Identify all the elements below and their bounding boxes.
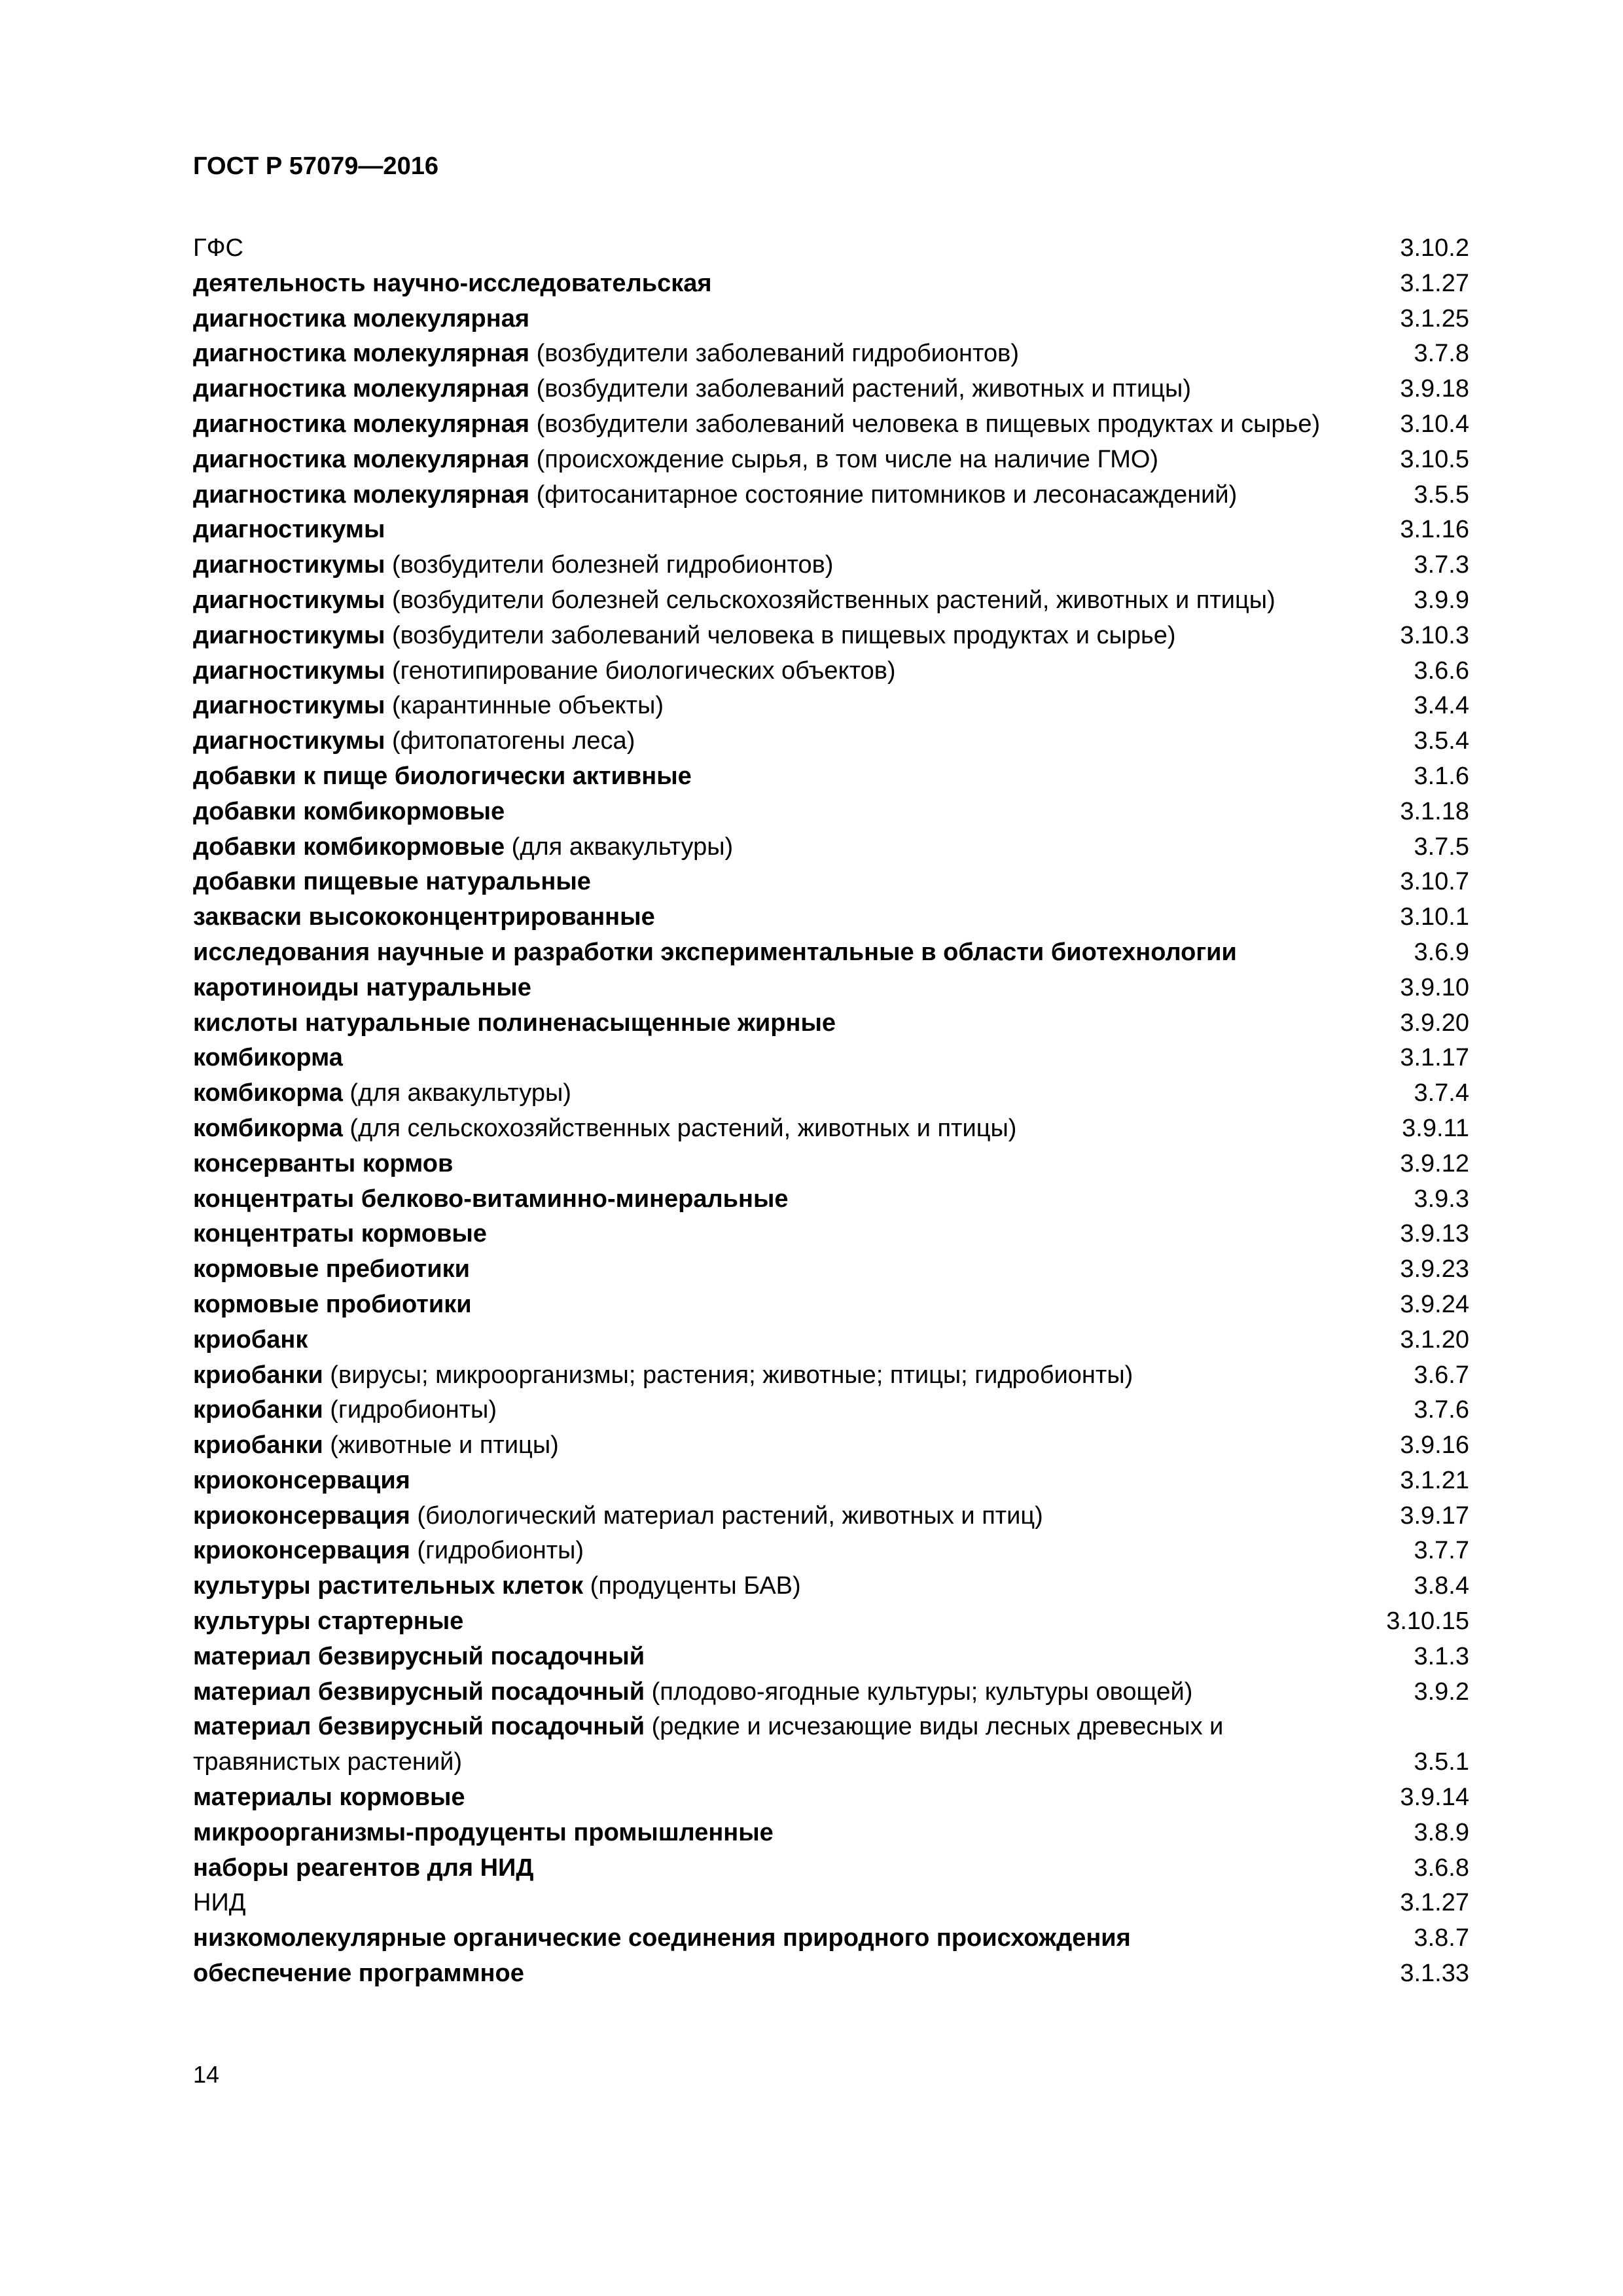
entry-term: закваски высококонцентрированные xyxy=(193,903,655,931)
entry-text xyxy=(193,231,243,266)
index-entry xyxy=(193,336,1469,372)
entry-term: кислоты натуральные полиненасыщенные жирные xyxy=(193,1009,836,1037)
index-entry xyxy=(193,548,1469,583)
entry-text xyxy=(193,1780,465,1816)
entry-text xyxy=(193,478,1237,513)
entry-text xyxy=(193,266,712,302)
entry-text xyxy=(193,1076,571,1111)
entry-text xyxy=(193,442,1158,478)
index-entry xyxy=(193,1886,1469,1921)
entry-text xyxy=(193,372,1191,407)
entry-qualifier: (возбудители болезней сельскохозяйственных растений, животных и птицы) xyxy=(385,586,1275,614)
entry-reference: 3.9.14 xyxy=(1400,1784,1469,1812)
index-entry xyxy=(193,1006,1469,1041)
index-entry xyxy=(193,689,1469,724)
entry-reference: 3.9.3 xyxy=(1414,1185,1469,1213)
entry-term: обеспечение программное xyxy=(193,1960,524,1988)
entry-term: диагностика молекулярная xyxy=(193,445,530,473)
entry-text xyxy=(193,971,531,1006)
entry-term: диагностика молекулярная xyxy=(193,340,530,368)
entry-reference: 3.7.8 xyxy=(1414,340,1469,368)
entry-text xyxy=(193,900,655,935)
entry-term: криоконсервация xyxy=(193,1501,410,1530)
entry-reference: 3.1.25 xyxy=(1400,304,1469,332)
entry-term: криоконсервация xyxy=(193,1466,410,1494)
entry-reference: 3.5.5 xyxy=(1414,480,1469,509)
entry-term: комбикорма xyxy=(193,1079,343,1107)
index-entry xyxy=(193,231,1469,266)
entry-reference: 3.7.4 xyxy=(1414,1079,1469,1107)
index-entry xyxy=(193,1816,1469,1851)
entry-reference: 3.1.16 xyxy=(1400,516,1469,544)
entry-qualifier: (карантинные объекты) xyxy=(385,692,664,720)
entry-text xyxy=(193,1604,463,1640)
entry-qualifier: (продуценты БАВ) xyxy=(583,1572,801,1600)
index-entry xyxy=(193,1182,1469,1217)
index-entry xyxy=(193,1851,1469,1886)
entry-text xyxy=(193,583,1275,619)
entry-text xyxy=(193,1816,774,1851)
entry-text xyxy=(193,1851,533,1886)
entry-text xyxy=(193,1710,1345,1780)
entry-text xyxy=(193,1886,246,1921)
entry-text xyxy=(193,830,733,865)
index-entry xyxy=(193,1393,1469,1428)
entry-term: материалы кормовые xyxy=(193,1784,465,1812)
index-entry xyxy=(193,795,1469,830)
index-entry xyxy=(193,1111,1469,1147)
index-entry xyxy=(193,1569,1469,1604)
entry-reference: 3.9.13 xyxy=(1400,1220,1469,1248)
entry-term: материал безвирусный посадочный xyxy=(193,1713,645,1741)
index-entry xyxy=(193,1780,1469,1816)
entry-term: диагностика молекулярная xyxy=(193,480,530,509)
entry-text xyxy=(193,689,664,724)
index-entry xyxy=(193,478,1469,513)
entry-term: криоконсервация xyxy=(193,1537,410,1565)
entry-term: добавки к пище биологически активные xyxy=(193,762,692,790)
entry-term: диагностикумы xyxy=(193,692,385,720)
entry-qualifier: (для аквакультуры) xyxy=(505,833,734,861)
entry-text xyxy=(193,1041,343,1076)
entry-reference: 3.6.9 xyxy=(1414,938,1469,966)
entry-reference: 3.1.33 xyxy=(1400,1960,1469,1988)
entry-qualifier: (возбудители заболеваний человека в пищевых продуктах и сырье) xyxy=(529,410,1321,438)
entry-qualifier: (возбудители болезней гидробионтов) xyxy=(385,551,834,579)
entry-term: материал безвирусный посадочный xyxy=(193,1677,645,1706)
entry-text xyxy=(193,1675,1192,1710)
entry-reference: 3.1.21 xyxy=(1400,1466,1469,1494)
entry-reference: 3.1.17 xyxy=(1400,1044,1469,1072)
entry-reference: 3.6.6 xyxy=(1414,656,1469,685)
entry-reference: 3.7.7 xyxy=(1414,1537,1469,1565)
index-entry xyxy=(193,935,1469,971)
entry-term: микроорганизмы-продуценты промышленные xyxy=(193,1818,774,1846)
entry-reference: 3.9.12 xyxy=(1400,1149,1469,1177)
entry-qualifier: (вирусы; микроорганизмы; растения; животные; птицы; гидробионты) xyxy=(323,1361,1133,1389)
entry-term: кормовые пребиотики xyxy=(193,1255,471,1283)
entry-text xyxy=(193,795,505,830)
index-entry xyxy=(193,1956,1469,1992)
entry-qualifier: (гидробионты) xyxy=(410,1537,584,1565)
entry-reference: 3.9.10 xyxy=(1400,973,1469,1001)
entry-reference: 3.7.5 xyxy=(1414,833,1469,861)
entry-text xyxy=(193,1956,524,1992)
index-entry xyxy=(193,1428,1469,1463)
entry-qualifier: НИД xyxy=(193,1889,246,1917)
entry-reference: 3.9.23 xyxy=(1400,1255,1469,1283)
entry-text xyxy=(193,1569,801,1604)
index-entry xyxy=(193,512,1469,548)
entry-term: комбикорма xyxy=(193,1114,343,1142)
entry-reference: 3.8.7 xyxy=(1414,1924,1469,1952)
index-entry xyxy=(193,302,1469,337)
index-entry xyxy=(193,1147,1469,1182)
entry-reference: 3.4.4 xyxy=(1414,692,1469,720)
entry-qualifier: (для аквакультуры) xyxy=(342,1079,571,1107)
entry-reference: 3.10.15 xyxy=(1386,1607,1469,1636)
index-entry xyxy=(193,1534,1469,1569)
entry-reference: 3.10.4 xyxy=(1400,410,1469,438)
entry-reference: 3.9.24 xyxy=(1400,1290,1469,1318)
entry-text xyxy=(193,1006,836,1041)
entry-qualifier: (для сельскохозяйственных растений, животных и птицы) xyxy=(342,1114,1017,1142)
index-entry xyxy=(193,759,1469,795)
entry-text xyxy=(193,1428,559,1463)
entry-qualifier: (фитосанитарное состояние питомников и лесонасаждений) xyxy=(529,480,1238,509)
index-entry xyxy=(193,724,1469,759)
entry-text xyxy=(193,1393,497,1428)
entry-term: диагностика молекулярная xyxy=(193,410,530,438)
entry-reference: 3.9.16 xyxy=(1400,1431,1469,1460)
entry-text xyxy=(193,336,1019,372)
entry-term: концентраты кормовые xyxy=(193,1220,487,1248)
entry-reference: 3.1.6 xyxy=(1414,762,1469,790)
entry-term: каротиноиды натуральные xyxy=(193,973,531,1001)
entry-term: диагностикумы xyxy=(193,656,385,685)
entry-reference: 3.7.6 xyxy=(1414,1396,1469,1424)
entry-text xyxy=(193,935,1237,971)
index-entry xyxy=(193,1710,1469,1780)
entry-reference: 3.1.27 xyxy=(1400,269,1469,297)
entry-reference: 3.10.3 xyxy=(1400,621,1469,649)
document-header: ГОСТ Р 57079—2016 xyxy=(193,152,438,180)
index-entry xyxy=(193,654,1469,689)
entry-text xyxy=(193,1111,1016,1147)
entry-term: криобанки xyxy=(193,1396,323,1424)
index-entry xyxy=(193,1499,1469,1534)
entry-reference: 3.9.9 xyxy=(1414,586,1469,614)
index-entry xyxy=(193,266,1469,302)
entry-text xyxy=(193,1499,1043,1534)
index-entry xyxy=(193,1252,1469,1287)
index-entry xyxy=(193,1041,1469,1076)
entry-term: криобанки xyxy=(193,1361,323,1389)
index-entry xyxy=(193,900,1469,935)
index-entry xyxy=(193,583,1469,619)
entry-qualifier: (фитопатогены леса) xyxy=(385,727,635,755)
index-entry xyxy=(193,1463,1469,1499)
entry-term: добавки комбикормовые xyxy=(193,833,505,861)
entry-qualifier: (происхождение сырья, в том числе на наличие ГМО) xyxy=(529,445,1159,473)
entry-qualifier: ГФС xyxy=(193,234,243,262)
entry-reference: 3.8.4 xyxy=(1414,1572,1469,1600)
entry-qualifier: (гидробионты) xyxy=(323,1396,497,1424)
entry-qualifier: (возбудители заболеваний растений, животных и птицы) xyxy=(529,375,1192,403)
entry-qualifier: (редкие и исчезающие виды лесных древесных и травянистых растений) xyxy=(193,1713,1224,1776)
entry-reference: 3.10.7 xyxy=(1400,868,1469,896)
entry-text xyxy=(193,1287,472,1323)
entry-reference: 3.10.2 xyxy=(1400,234,1469,262)
entry-qualifier: (биологический материал растений, животных и птиц) xyxy=(410,1501,1043,1530)
entry-term: добавки пищевые натуральные xyxy=(193,868,591,896)
entry-term: диагностикумы xyxy=(193,586,385,614)
entry-qualifier: (генотипирование биологических объектов) xyxy=(385,656,896,685)
entry-term: добавки комбикормовые xyxy=(193,797,505,825)
entry-text xyxy=(193,1217,487,1252)
entry-term: наборы реагентов для НИД xyxy=(193,1854,534,1882)
entry-qualifier: (возбудители заболеваний гидробионтов) xyxy=(529,340,1019,368)
entry-term: диагностикумы xyxy=(193,727,385,755)
entry-term: культуры растительных клеток xyxy=(193,1572,584,1600)
entry-reference: 3.8.9 xyxy=(1414,1818,1469,1846)
index-entry xyxy=(193,865,1469,900)
entry-text xyxy=(193,512,385,548)
entry-term: деятельность научно-исследовательская xyxy=(193,269,712,297)
entry-term: диагностика молекулярная xyxy=(193,375,530,403)
entry-text xyxy=(193,1252,470,1287)
entry-reference: 3.5.4 xyxy=(1414,727,1469,755)
page-number: 14 xyxy=(193,2061,220,2088)
entry-term: культуры стартерные xyxy=(193,1607,464,1636)
entry-term: диагностикумы xyxy=(193,516,385,544)
index-entry xyxy=(193,442,1469,478)
entry-qualifier: (животные и птицы) xyxy=(323,1431,559,1460)
entry-text xyxy=(193,654,896,689)
index-entry xyxy=(193,1287,1469,1323)
entry-reference: 3.9.18 xyxy=(1400,375,1469,403)
entry-text xyxy=(193,1640,645,1675)
entry-text xyxy=(193,1323,308,1358)
index-entry xyxy=(193,1675,1469,1710)
entry-text xyxy=(193,1147,453,1182)
entry-reference: 3.6.8 xyxy=(1414,1854,1469,1882)
index-entry xyxy=(193,407,1469,442)
index-entry xyxy=(193,1323,1469,1358)
entry-term: концентраты белково-витаминно-минеральные xyxy=(193,1185,789,1213)
index-entry xyxy=(193,1358,1469,1393)
entry-text xyxy=(193,759,692,795)
entry-term: кормовые пробиотики xyxy=(193,1290,472,1318)
entry-reference: 3.5.1 xyxy=(1414,1748,1469,1776)
entry-term: исследования научные и разработки экспериментальные в области биотехнологии xyxy=(193,938,1237,966)
entry-reference: 3.10.5 xyxy=(1400,445,1469,473)
entry-text xyxy=(193,865,591,900)
entry-reference: 3.1.3 xyxy=(1414,1642,1469,1670)
index-entry xyxy=(193,1076,1469,1111)
entry-term: материал безвирусный посадочный xyxy=(193,1642,645,1670)
index-entry xyxy=(193,619,1469,654)
entry-reference: 3.1.27 xyxy=(1400,1889,1469,1917)
index-entry xyxy=(193,971,1469,1006)
index-entry xyxy=(193,372,1469,407)
entry-text xyxy=(193,1463,410,1499)
entry-term: комбикорма xyxy=(193,1044,343,1072)
entry-text xyxy=(193,1358,1133,1393)
entry-term: криобанки xyxy=(193,1431,323,1460)
entry-term: диагностикумы xyxy=(193,551,385,579)
index-entry xyxy=(193,1604,1469,1640)
entry-text xyxy=(193,1182,789,1217)
index-list xyxy=(193,231,1469,1992)
index-entry xyxy=(193,1217,1469,1252)
entry-term: диагностикумы xyxy=(193,621,385,649)
entry-reference: 3.1.18 xyxy=(1400,797,1469,825)
entry-reference: 3.9.20 xyxy=(1400,1009,1469,1037)
index-entry xyxy=(193,1640,1469,1675)
entry-term: низкомолекулярные органические соединения природного происхождения xyxy=(193,1924,1131,1952)
entry-text xyxy=(193,724,635,759)
entry-text xyxy=(193,548,833,583)
entry-qualifier: (плодово-ягодные культуры; культуры овощей) xyxy=(645,1677,1193,1706)
entry-text xyxy=(193,619,1176,654)
entry-text xyxy=(193,302,529,337)
index-entry xyxy=(193,1921,1469,1956)
index-entry xyxy=(193,830,1469,865)
entry-text xyxy=(193,1534,584,1569)
entry-text xyxy=(193,407,1320,442)
entry-reference: 3.6.7 xyxy=(1414,1361,1469,1389)
entry-qualifier: (возбудители заболеваний человека в пищевых продуктах и сырье) xyxy=(385,621,1176,649)
entry-reference: 3.9.11 xyxy=(1402,1114,1469,1142)
entry-reference: 3.10.1 xyxy=(1400,903,1469,931)
entry-reference: 3.9.2 xyxy=(1414,1677,1469,1706)
entry-term: криобанк xyxy=(193,1325,308,1354)
entry-text xyxy=(193,1921,1131,1956)
entry-term: диагностика молекулярная xyxy=(193,304,530,332)
entry-reference: 3.7.3 xyxy=(1414,551,1469,579)
entry-reference: 3.1.20 xyxy=(1400,1325,1469,1354)
entry-term: консерванты кормов xyxy=(193,1149,454,1177)
entry-reference: 3.9.17 xyxy=(1400,1501,1469,1530)
